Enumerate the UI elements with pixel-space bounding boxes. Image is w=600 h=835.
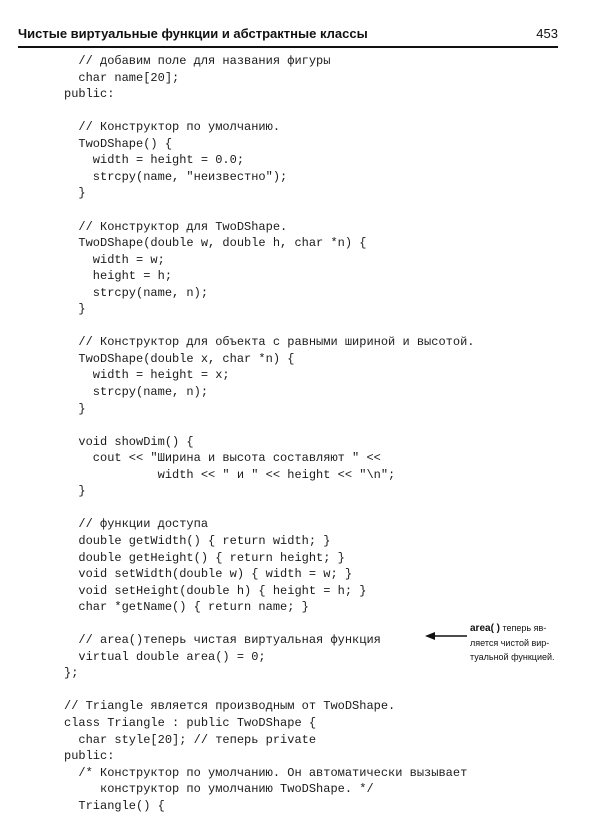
code-line: // Triangle является производным от TwoDShape. <box>64 699 396 714</box>
code-line: void showDim() { <box>64 434 194 449</box>
code-line: TwoDShape() { <box>64 136 173 151</box>
code-line: }; <box>64 666 79 681</box>
code-line: // Конструктор для объекта с равными шириной и высотой. <box>64 335 475 350</box>
arrow-left-icon <box>425 631 467 641</box>
annotation-text: теперь яв- <box>500 623 547 633</box>
code-line: // area()теперь чистая виртуальная функция <box>64 633 381 648</box>
annotation-line-3: туальной функцией. <box>470 652 555 662</box>
code-line: void setWidth(double w) { width = w; } <box>64 567 353 582</box>
code-line: void setHeight(double h) { height = h; } <box>64 583 367 598</box>
code-line: // Конструктор для TwoDShape. <box>64 219 288 234</box>
code-line: double getHeight() { return height; } <box>64 550 345 565</box>
code-line: } <box>64 484 86 499</box>
page-number: 453 <box>536 26 558 41</box>
code-line: strcpy(name, n); <box>64 385 209 399</box>
code-line: } <box>64 401 86 416</box>
code-line: width = height = x; <box>64 368 230 383</box>
code-line: height = h; <box>64 269 173 284</box>
code-line: TwoDShape(double x, char *n) { <box>64 351 295 366</box>
code-line: конструктор по умолчанию TwoDShape. */ <box>64 782 374 797</box>
code-line: char *getName() { return name; } <box>64 600 309 615</box>
code-line: // функции доступа <box>64 517 209 532</box>
annotation-line-1 <box>470 621 570 636</box>
code-line: width << " и " << height << "\n"; <box>64 467 396 482</box>
annotation-line-2: ляется чистой вир- <box>470 638 550 648</box>
code-line: class Triangle : public TwoDShape { <box>64 716 317 730</box>
annotation-keyword: area( ) <box>470 623 501 634</box>
code-line: strcpy(name, n); <box>64 285 209 300</box>
code-line: } <box>64 302 86 317</box>
page-header <box>18 22 558 48</box>
running-header-title: Чистые виртуальные функции и абстрактные классы <box>18 26 368 41</box>
code-line: // добавим поле для названия фигуры <box>64 54 331 68</box>
code-line: char name[20]; <box>64 70 180 85</box>
code-line: public: <box>64 87 115 102</box>
code-line: public: <box>64 749 115 764</box>
code-line: /* Конструктор по умолчанию. Он автоматически вызывает <box>64 765 468 780</box>
code-line: width = w; <box>64 252 165 267</box>
code-line: cout << "Ширина и высота составляют " << <box>64 451 381 466</box>
code-line: } <box>64 186 86 201</box>
margin-annotation <box>470 621 570 664</box>
code-line: TwoDShape(double w, double h, char *n) { <box>64 236 367 251</box>
code-line: Triangle() { <box>64 798 165 813</box>
code-line: char style[20]; // теперь private <box>64 732 317 747</box>
code-line: virtual double area() = 0; <box>64 649 266 664</box>
code-line: width = height = 0.0; <box>64 153 245 168</box>
code-line: strcpy(name, "неизвестно"); <box>64 169 288 184</box>
code-line: // Конструктор по умолчанию. <box>64 120 281 135</box>
code-line: double getWidth() { return width; } <box>64 533 331 548</box>
